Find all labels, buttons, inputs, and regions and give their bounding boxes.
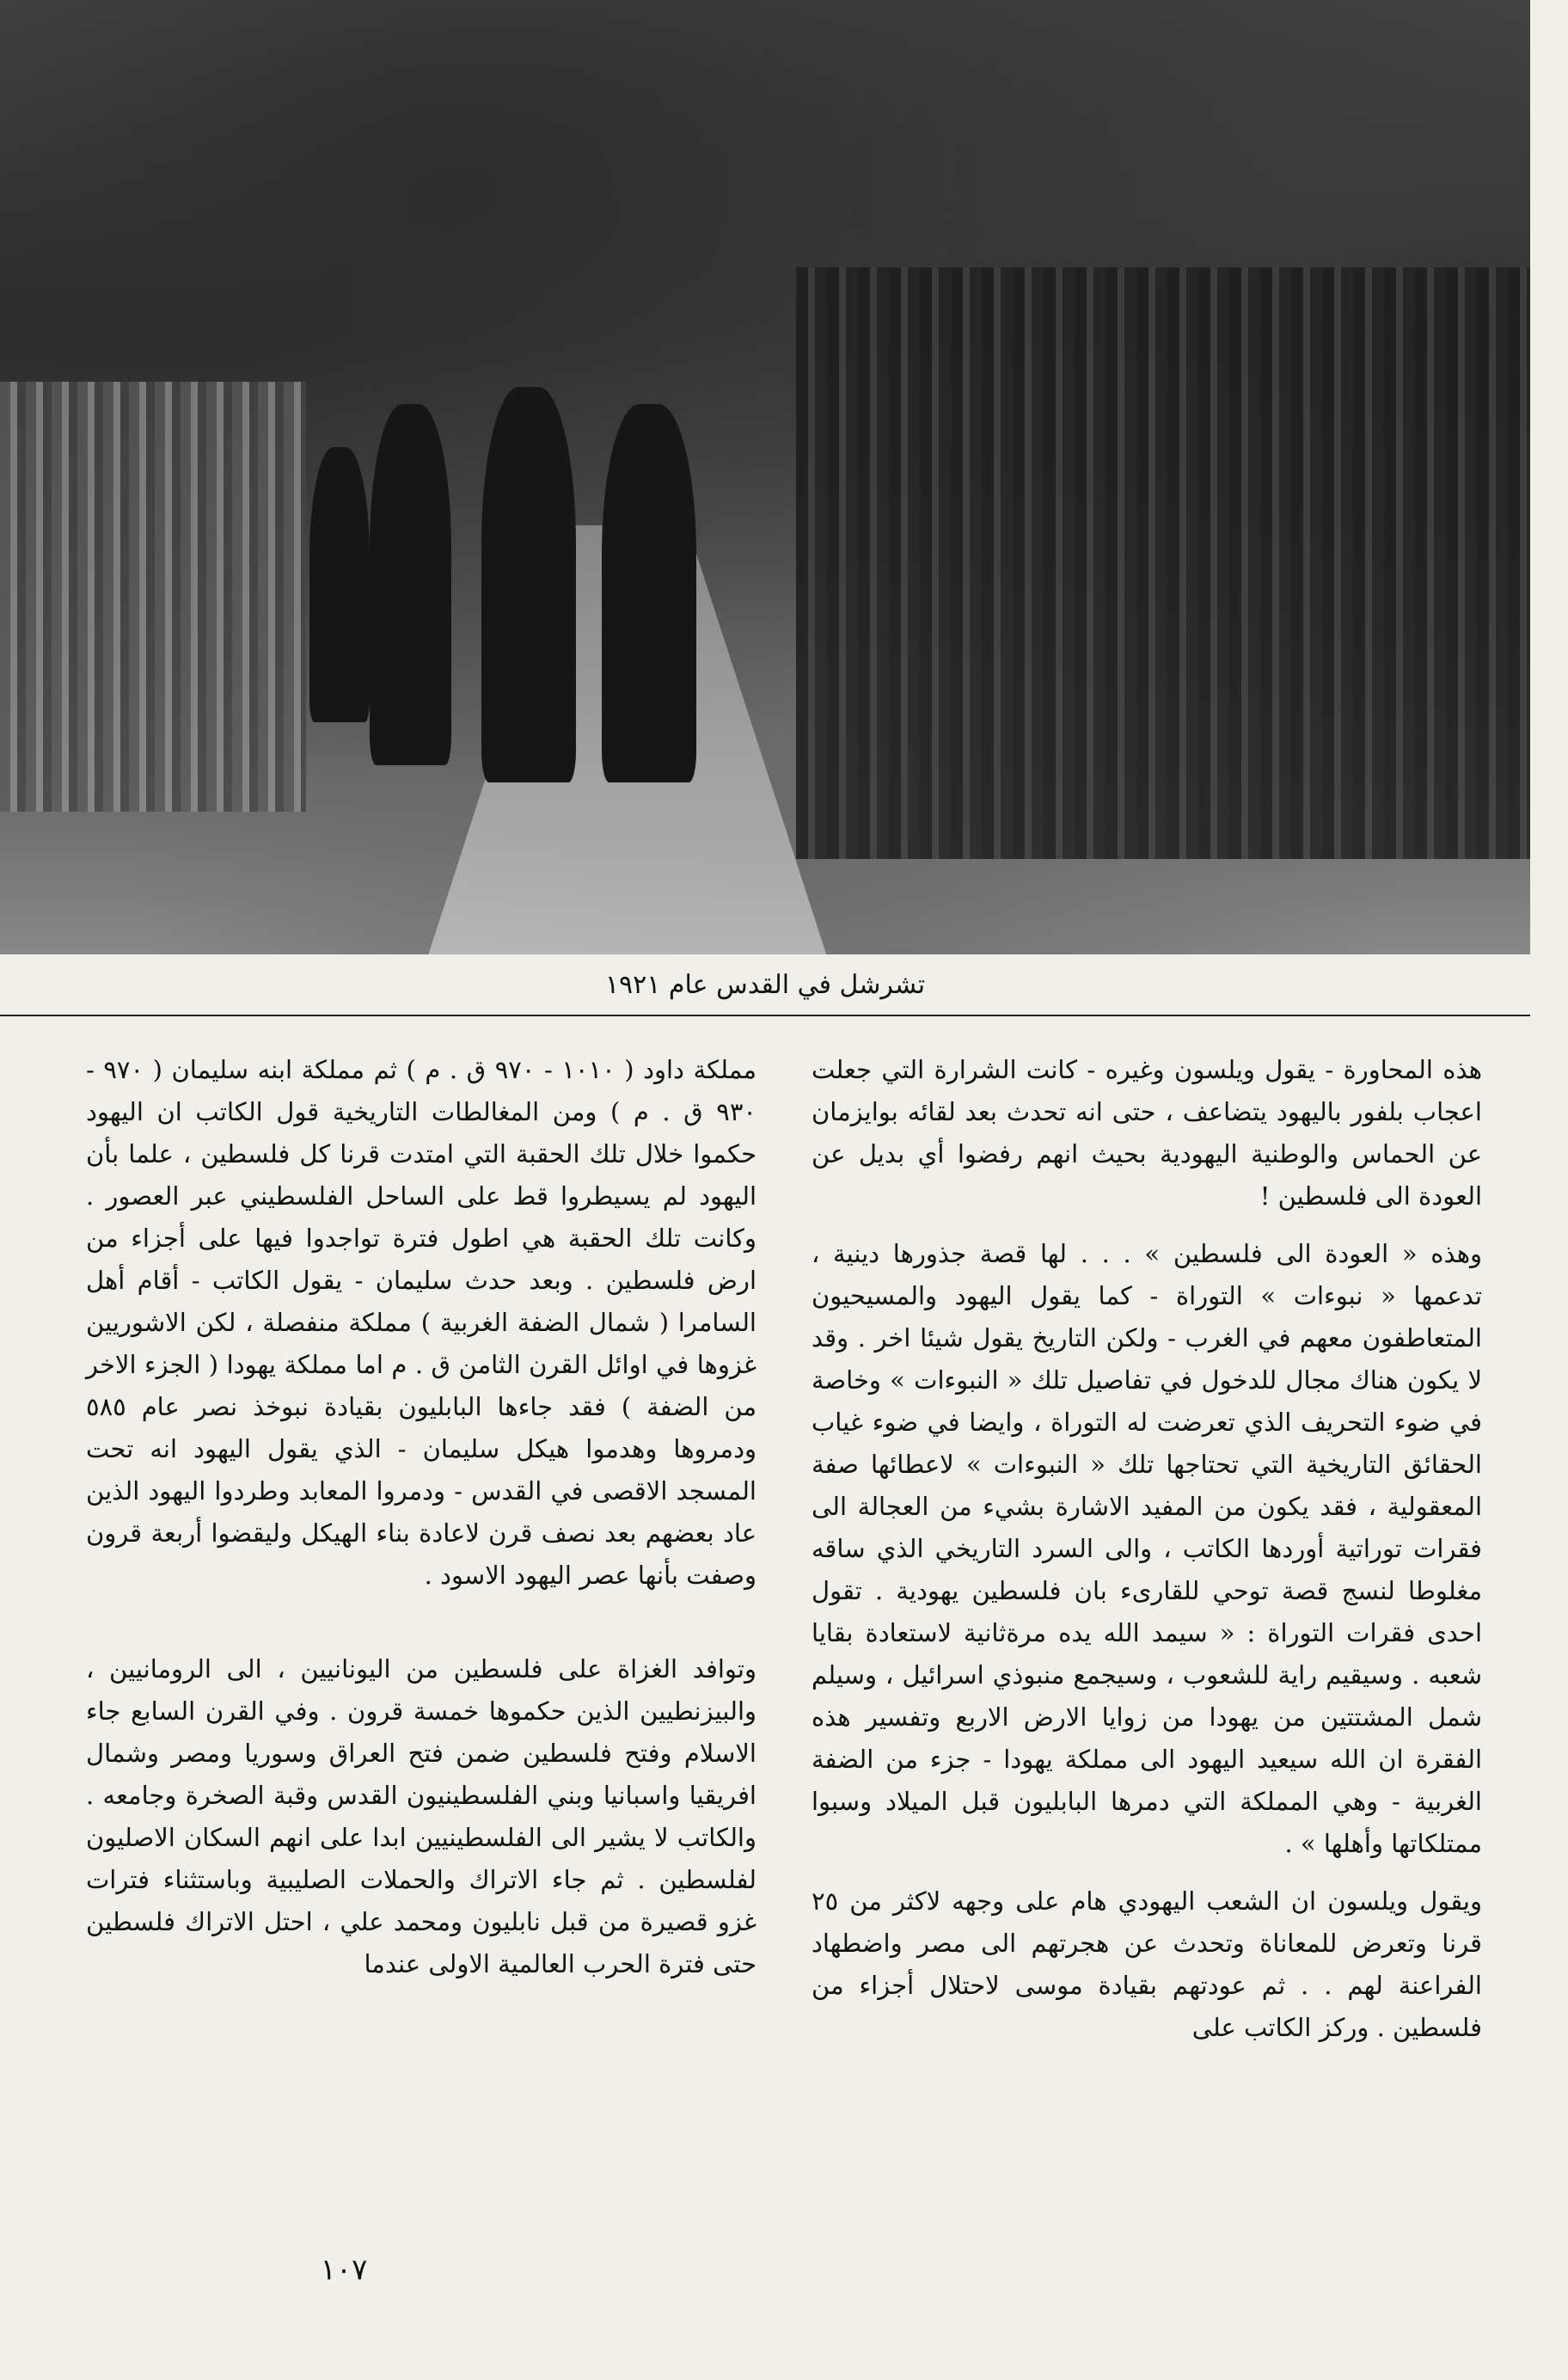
text-column-right [812,1049,1482,2064]
historical-photo [0,0,1530,954]
photo-figure [481,387,576,782]
paragraph: هذه المحاورة - يقول ويلسون وغيره - كانت الشرارة التي جعلت اعجاب بلفور باليهود يتضاعف ، حتى انه تحدث بعد لقائه بوايزمان عن الحماس والوطنية اليهودية بحيث انهم رفضوا أي بديل عن العودة الى فلسطين ! [812,1055,1482,1211]
photo-caption: تشرشل في القدس عام ١٩٢١ [604,970,926,1000]
paragraph: مملكة داود ( ١٠١٠ - ٩٧٠ ق . م ) ثم مملكة ابنه سليمان ( ٩٧٠ - ٩٣٠ ق . م ) ومن المغالطات التاريخية قول الكاتب ان اليهود حكموا خلال تلك الحقبة التي امتدت قرنا كل فلسطين ، علما بأن اليهود لم يسيطروا قط على الساحل الفلسطيني عبر العصور . وكانت تلك الحقبة هي اطول فترة تواجدوا فيها على أجزاء من ارض فلسطين . وبعد حدث سليمان - يقول الكاتب - أقام أهل السامرا ( شمال الضفة الغربية ) مملكة منفصلة ، لكن الاشوريين غزوها في اوائل القرن الثامن ق . م اما مملكة يهودا ( الجزء الاخر من الضفة ) فقد جاءها البابليون بقيادة نبوخذ نصر عام ٥٨٥ ودمروها وهدموا هيكل سليمان - الذي يقول اليهود انه تحت المسجد الاقصى في القدس - ودمروا المعابد وطردوا اليهود الذين عاد بعضهم بعد نصف قرن لاعادة بناء الهيكل وليقضوا أربعة قرون وصفت بأنها عصر اليهود الاسود . [86,1055,756,1590]
photo-crowd-right [796,267,1530,859]
photo-figure [602,404,696,782]
paragraph: وهذه « العودة الى فلسطين » . . . لها قصة جذورها دينية ، تدعمها « نبوءات » التوراة - كما يقول اليهود والمسيحيون المتعاطفون معهم في الغرب - ولكن التاريخ يقول شيئا اخر . وقد لا يكون هناك مجال للدخول في تفاصيل تلك « النبوءات » وخاصة في ضوء التحريف الذي تعرضت له التوراة ، وايضا في ضوء غياب الحقائق التاريخية التي تحتاجها تلك « النبوءات » لاعطائها صفة المعقولية ، فقد يكون من المفيد الاشارة بشيء من العجالة الى فقرات توراتية أوردها الكاتب ، والى السرد التاريخي الذي ساقه مغلوطا لنسج قصة توحي للقارىء بان فلسطين يهودية . تقول احدى فقرات التوراة : « سيمد الله يده مرةثانية لاستعادة بقايا شعبه . وسيقيم راية للشعوب ، وسيجمع منبوذي اسرائيل ، وسيلم شمل المشتتين من يهودا من زوايا الارض الاربع وتفسير هذه الفقرة ان الله سيعيد اليهود الى مملكة يهودا - جزء من الضفة الغربية - وهي المملكة التي دمرها البابليون قبل الميلاد وسبوا ممتلكاتها وأهلها » . [812,1239,1482,1858]
divider-rule [0,1015,1530,1016]
text-column-left [86,1049,756,2001]
paragraph: ويقول ويلسون ان الشعب اليهودي هام على وجهه لاكثر من ٢٥ قرنا وتعرض للمعاناة وتحدث عن هجرتهم الى مصر واضطهاد الفراعنة لهم . . ثم عودتهم بقيادة موسى لاحتلال أجزاء من فلسطين . وركز الكاتب على [812,1886,1482,2042]
photo-figure [370,404,451,765]
photo-crowd-left [0,382,306,812]
page-number: ١٠٧ [320,2253,368,2287]
paragraph: وتوافد الغزاة على فلسطين من اليونانيين ، الى الرومانيين ، والبيزنطيين الذين حكموها خمسة قرون . وفي القرن السابع جاء الاسلام وفتح فلسطين ضمن فتح العراق وسوريا ومصر وشمال افريقيا واسبانيا وبني الفلسطينيون القدس وقبة الصخرة وجامعه . والكاتب لا يشير الى الفلسطينيين ابدا على انهم السكان الاصليون لفلسطين . ثم جاء الاتراك والحملات الصليبية وباستثناء فترات غزو قصيرة من قبل نابليون ومحمد علي ، احتل الاتراك فلسطين حتى فترة الحرب العالمية الاولى عندما [86,1654,756,1978]
photo-figure [309,447,370,722]
